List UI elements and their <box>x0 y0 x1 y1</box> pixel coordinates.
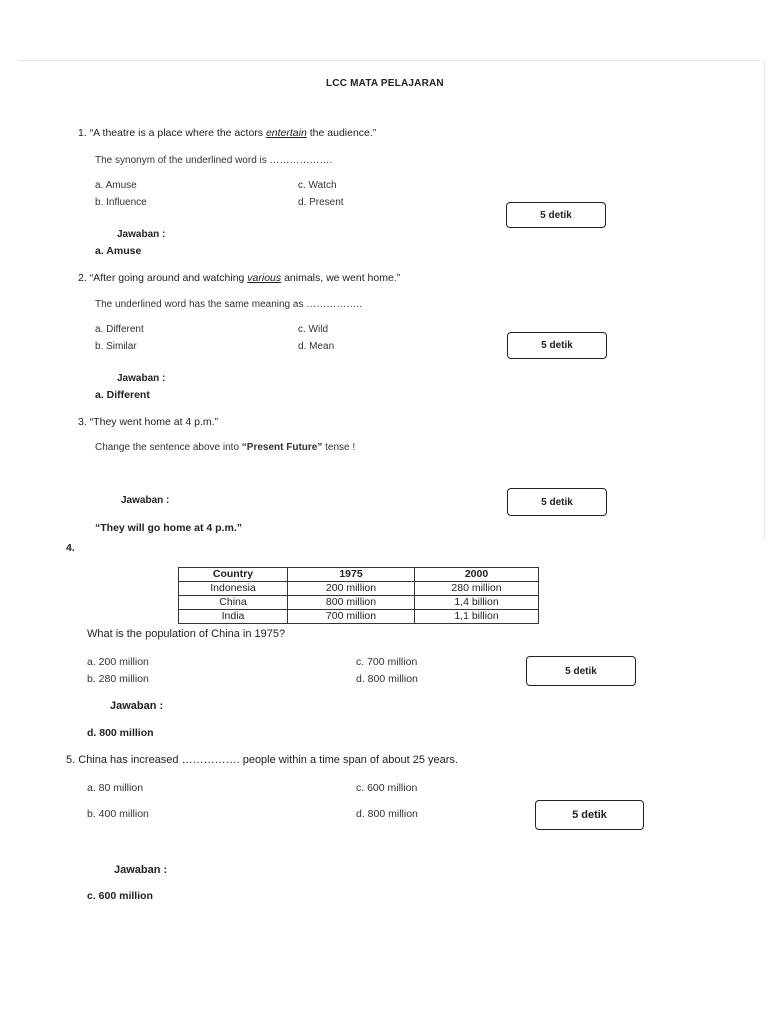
option-d: d. Mean <box>298 341 335 352</box>
question-3 <box>78 416 218 428</box>
table-cell: 1,4 billion <box>415 596 539 610</box>
page-title: LCC MATA PELAJARAN <box>326 78 444 89</box>
option-c: c. 600 million <box>356 782 418 794</box>
underlined-word: entertain <box>265 127 307 139</box>
question-number: 1. <box>78 127 87 139</box>
option-d: d. 800 million <box>356 808 418 820</box>
answer-text: d. 800 million <box>87 727 154 739</box>
table-cell: 700 million <box>288 610 415 624</box>
question-1 <box>78 127 376 139</box>
table-cell: 200 million <box>288 582 415 596</box>
question-4-text: What is the population of China in 1975? <box>87 628 286 640</box>
table-header-row <box>179 568 539 582</box>
question-3-prompt <box>95 442 355 453</box>
option-b: b. Influence <box>95 197 147 208</box>
answer-label: Jawaban : <box>110 700 164 712</box>
question-5 <box>66 754 458 766</box>
question-text-end: the audience.” <box>306 127 377 139</box>
option-b: b. 400 million <box>87 808 149 820</box>
option-c: c. Watch <box>298 180 337 191</box>
column-header: 2000 <box>415 568 539 582</box>
table-cell: 1,1 billion <box>415 610 539 624</box>
table-cell: China <box>179 596 288 610</box>
column-header: 1975 <box>288 568 415 582</box>
option-d: d. 800 million <box>356 673 418 685</box>
option-c: c. Wild <box>298 324 328 335</box>
answer-label: Jawaban : <box>114 864 168 876</box>
answer-label: Jawaban : <box>117 373 166 384</box>
table-cell: Indonesia <box>179 582 288 596</box>
column-header: Country <box>179 568 288 582</box>
underlined-word: various <box>247 272 282 284</box>
population-table <box>178 567 539 624</box>
option-a: a. Different <box>95 324 144 335</box>
option-b: b. 280 million <box>87 673 149 685</box>
option-b: b. Similar <box>95 341 137 352</box>
timer-box: 5 detik <box>507 488 607 516</box>
option-d: d. Present <box>298 197 344 208</box>
question-text: “They went home at 4 p.m.” <box>89 416 219 428</box>
question-text-end: animals, we went home.” <box>281 272 401 284</box>
table-cell: India <box>179 610 288 624</box>
answer-text: “They will go home at 4 p.m.” <box>95 522 243 534</box>
question-number: 5. <box>66 754 76 766</box>
question-text: “A theatre is a place where the actors <box>89 127 266 139</box>
timer-box: 5 detik <box>526 656 636 686</box>
timer-box: 5 detik <box>535 800 644 830</box>
prompt-text: Change the sentence above into <box>95 442 242 453</box>
prompt-text-end: tense ! <box>322 442 356 453</box>
answer-text: a. Amuse <box>95 245 142 257</box>
table-row <box>179 610 539 624</box>
timer-box: 5 detik <box>506 202 606 228</box>
table-row <box>179 596 539 610</box>
question-text: China has increased ……………. people within a time span of about 25 years. <box>78 754 458 766</box>
table-cell: 800 million <box>288 596 415 610</box>
page-side-edge <box>764 60 765 540</box>
answer-text: c. 600 million <box>87 890 153 902</box>
option-a: a. 200 million <box>87 656 149 668</box>
question-number: 2. <box>78 272 87 284</box>
prompt-emphasis: “Present Future” <box>241 442 323 453</box>
answer-text: a. Different <box>95 389 150 401</box>
question-1-prompt: The synonym of the underlined word is ………………. <box>95 155 333 166</box>
answer-label: Jawaban : <box>117 229 166 240</box>
option-a: a. 80 million <box>87 782 144 794</box>
timer-box: 5 detik <box>507 332 607 359</box>
question-2 <box>78 272 400 284</box>
question-2-prompt: The underlined word has the same meaning as …………….. <box>95 299 362 310</box>
table-row <box>179 582 539 596</box>
question-number: 3. <box>78 416 87 428</box>
table-cell: 280 million <box>415 582 539 596</box>
question-number-4: 4. <box>66 542 75 554</box>
answer-label: Jawaban : <box>121 495 170 506</box>
option-c: c. 700 million <box>356 656 418 668</box>
option-a: a. Amuse <box>95 180 137 191</box>
question-text: “After going around and watching <box>89 272 248 284</box>
page-top-edge <box>18 60 760 61</box>
